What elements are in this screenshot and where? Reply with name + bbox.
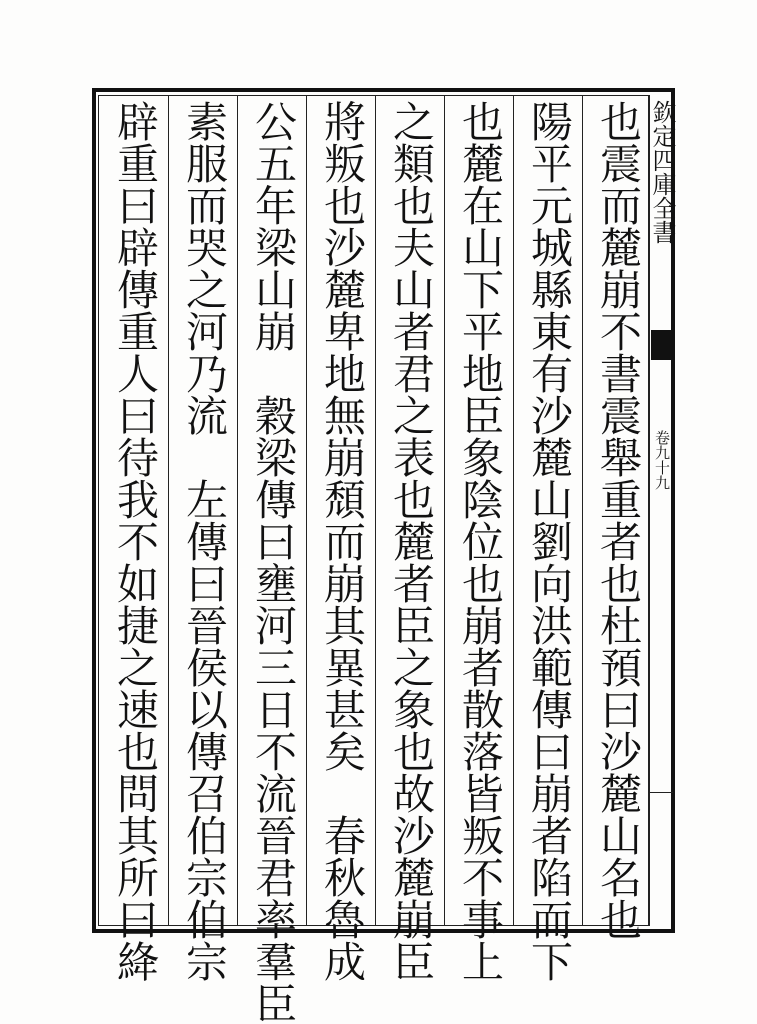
margin-rule [649, 792, 673, 793]
margin-volume-label: 卷九十九 [653, 430, 671, 490]
margin-title: 欽定四庫全書 [648, 100, 676, 244]
fish-tail-mark [651, 330, 671, 360]
text-column-5: 將叛也沙麓卑地無崩頹而崩其異甚矣 春秋魯成 [318, 100, 367, 982]
text-column-2: 陽平元城縣東有沙麓山劉向洪範傳曰崩者陷而下 [525, 100, 574, 982]
text-column-4: 之類也夫山者君之表也麓者臣之象也故沙麓崩臣 [387, 100, 436, 982]
text-column-6: 公五年梁山崩 穀梁傳曰壅河三日不流晉君率羣臣 [249, 100, 298, 1024]
text-column-3: 也麓在山下平地臣象陰位也崩者散落皆叛不事上 [456, 100, 505, 982]
text-column-8: 辟重曰辟傳重人曰待我不如捷之速也問其所曰絳 [111, 100, 160, 982]
text-column-1: 也震而麓崩不書震舉重者也杜預曰沙麓山名也 [594, 100, 643, 940]
text-column-7: 素服而哭之河乃流 左傳曰晉侯以傳召伯宗伯宗 [180, 100, 229, 982]
